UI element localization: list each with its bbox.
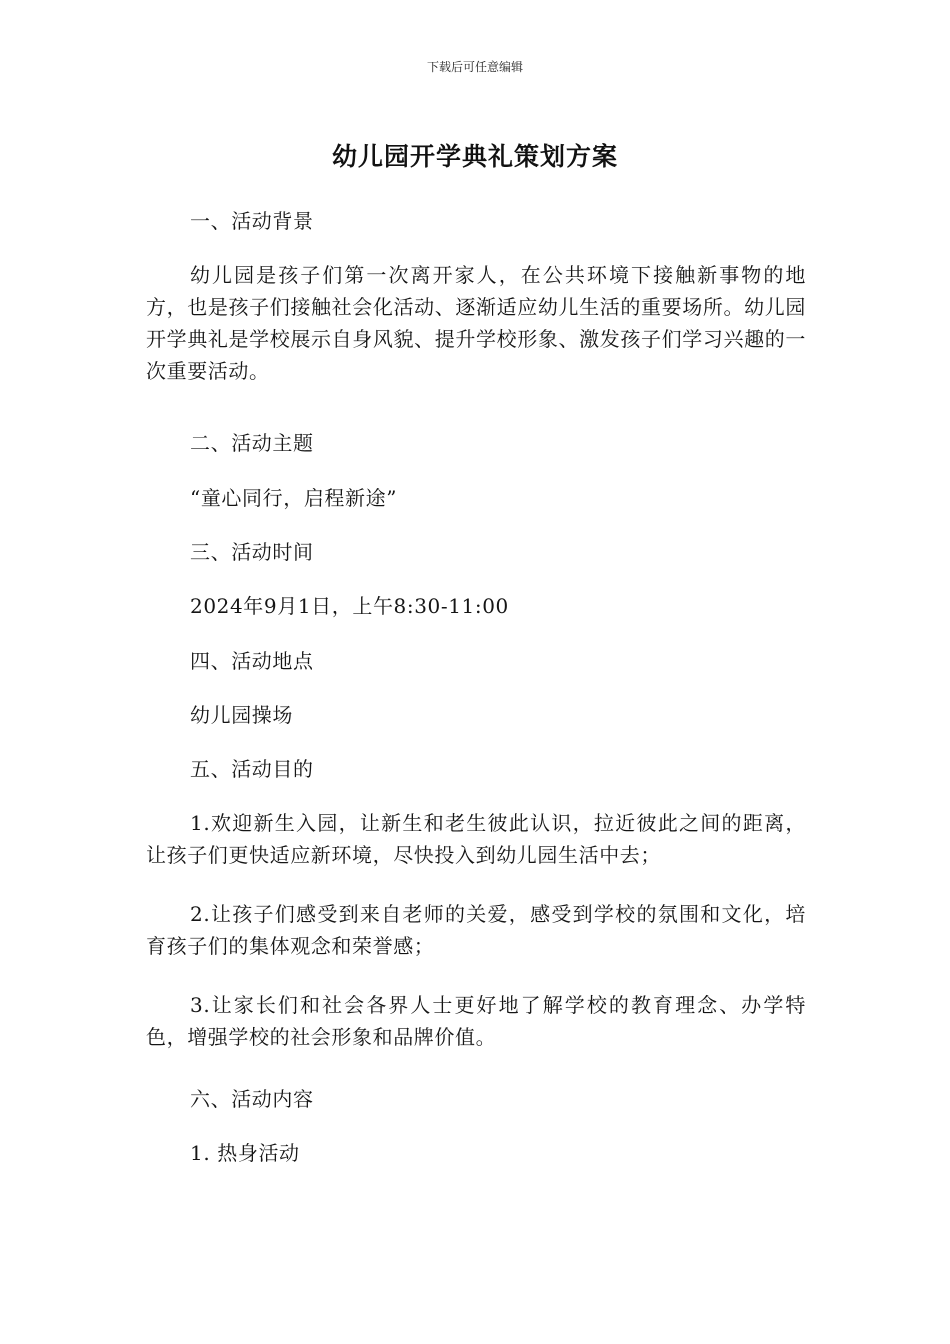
content-item: 1. 热身活动: [190, 1141, 300, 1165]
background-paragraph: 幼儿园是孩子们第一次离开家人，在公共环境下接触新事物的地方，也是孩子们接触社会化活动、逐渐适应幼儿生活的重要场所。幼儿园开学典礼是学校展示自身风貌、提升学校形象、激发孩子们学习兴趣的一次重要活动。: [146, 263, 806, 383]
section-heading-purpose: 五、活动目的: [190, 757, 314, 781]
header-note: 下载后可任意编辑: [426, 60, 523, 74]
purpose-item: 1.欢迎新生入园，让新生和老生彼此认识，拉近彼此之间的距离，让孩子们更快适应新环境，尽快投入到幼儿园生活中去；: [146, 811, 806, 867]
section-heading-time: 三、活动时间: [190, 540, 314, 564]
time-text: 2024年9月1日，上午8:30-11:00: [190, 594, 509, 618]
section-heading-content: 六、活动内容: [190, 1087, 314, 1111]
purpose-item: 2.让孩子们感受到来自老师的关爱，感受到学校的氛围和文化，培育孩子们的集体观念和荣誉感；: [146, 902, 806, 958]
section-heading-background: 一、活动背景: [190, 209, 314, 233]
purpose-item: 3.让家长们和社会各界人士更好地了解学校的教育理念、办学特色，增强学校的社会形象和品牌价值。: [146, 993, 806, 1049]
location-text: 幼儿园操场: [190, 703, 293, 727]
section-heading-theme: 二、活动主题: [190, 431, 314, 455]
theme-text: “童心同行，启程新途”: [190, 486, 398, 510]
section-heading-location: 四、活动地点: [190, 649, 314, 673]
document-title: 幼儿园开学典礼策划方案: [331, 142, 618, 171]
